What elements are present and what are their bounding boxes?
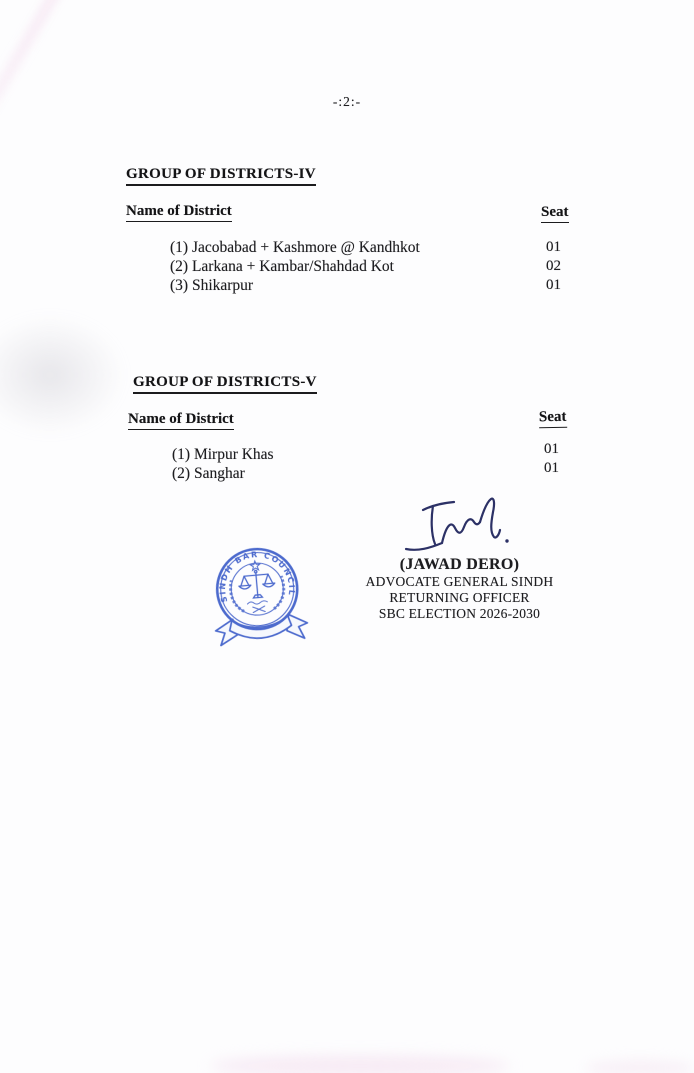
scan-artifact-streak (0, 0, 77, 326)
scan-artifact-bottom-smudge (210, 1056, 510, 1073)
district-row-name: (1) Mirpur Khas (172, 446, 274, 463)
scan-artifact-smudge (0, 315, 125, 435)
scan-artifact-bottom-right-smudge (585, 1060, 694, 1073)
district-row-name: (2) Larkana + Kambar/Shahdad Kot (170, 258, 394, 275)
signature-block (337, 555, 582, 622)
district-row-name: (3) Shikarpur (170, 277, 254, 294)
signatory-title: ADVOCATE GENERAL SINDH (365, 574, 554, 589)
district-row-seat: 01 (546, 277, 561, 293)
district-row-seat: 02 (546, 258, 561, 274)
district-row-seat: 01 (544, 441, 559, 457)
sindh-bar-council-stamp (201, 538, 316, 659)
stamp-curved-text: SINDH BAR COUNCIL (218, 549, 297, 604)
district-row-name: (1) Jacobabad + Kashmore @ Kandhkot (170, 239, 420, 256)
section-title-group-iv: GROUP OF DISTRICTS-IV (126, 166, 316, 186)
column-header-seat-iv: Seat (541, 204, 569, 223)
stamp-star-icon (250, 561, 260, 571)
handwritten-signature (398, 492, 520, 554)
column-header-seat-v: Seat (539, 409, 567, 429)
section-title-group-v: GROUP OF DISTRICTS-V (133, 374, 317, 394)
election-reference: SBC ELECTION 2026-2030 (378, 606, 541, 621)
column-header-district-v: Name of District (128, 411, 234, 430)
stamp-script-squiggle (247, 601, 268, 613)
signatory-name: (JAWAD DERO) (399, 556, 520, 573)
district-row-name: (2) Sanghar (172, 465, 245, 482)
signatory-role: RETURNING OFFICER (389, 590, 530, 605)
page-number: -:2:- (332, 94, 362, 109)
column-header-district-iv: Name of District (126, 203, 232, 222)
scales-of-justice-icon (238, 569, 276, 599)
district-row-seat: 01 (544, 460, 559, 476)
district-row-seat: 01 (546, 239, 561, 255)
